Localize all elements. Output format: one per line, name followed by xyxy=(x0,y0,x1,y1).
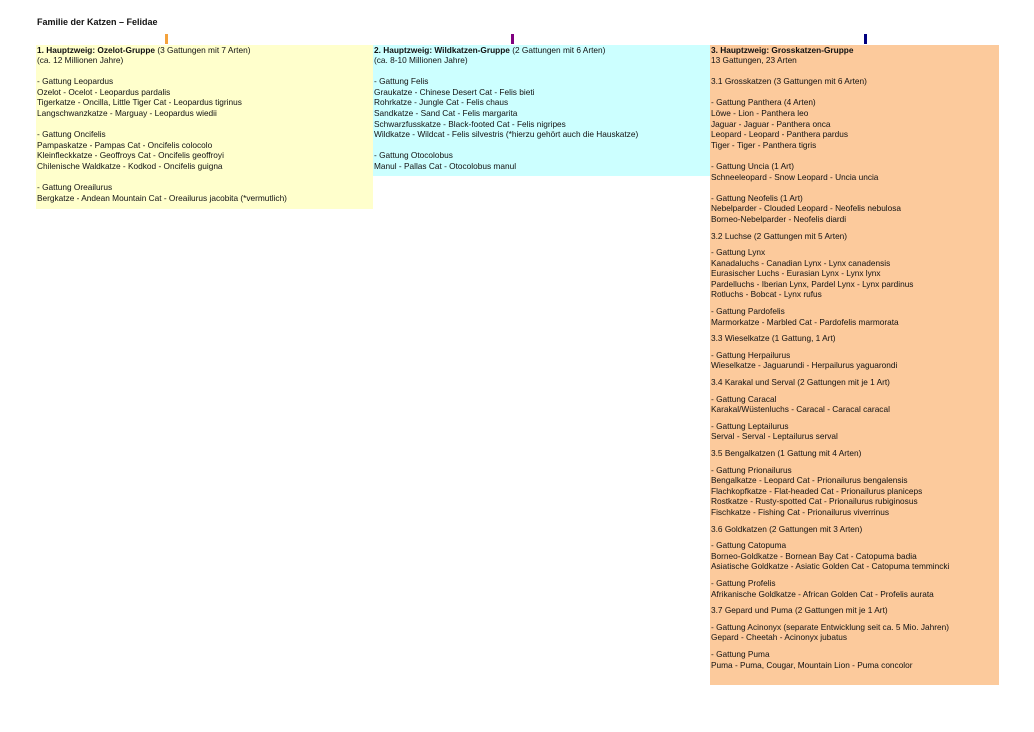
genus-lynx: - Gattung Lynx xyxy=(711,247,766,258)
species-line: Karakal/Wüstenluchs - Caracal - Caracal caracal xyxy=(711,404,890,415)
genus-prionailurus: - Gattung Prionailurus xyxy=(711,464,792,475)
genus-neofelis: - Gattung Neofelis (1 Art) xyxy=(711,192,803,203)
species-line: Borneo-Nebelparder - Neofelis diardi xyxy=(711,213,847,224)
species-line: Manul - Pallas Cat - Otocolobus manul xyxy=(374,160,517,171)
page-title: Familie der Katzen – Felidae xyxy=(37,17,158,27)
subgroup-heading: 3.7 Gepard und Puma (2 Gattungen mit je 1 Art) xyxy=(711,605,888,616)
branch-2-age: (ca. 8-10 Millionen Jahre) xyxy=(374,55,468,65)
genus-panthera: - Gattung Panthera (4 Arten) xyxy=(711,97,816,108)
species-line: Tigerkatze - Oncilla, Little Tiger Cat - Leopardus tigrinus xyxy=(37,97,242,108)
subgroup-heading: 3.2 Luchse (2 Gattungen mit 5 Arten) xyxy=(711,230,848,241)
branch-2-title xyxy=(374,45,710,55)
species-line: Bengalkatze - Leopard Cat - Prionailurus bengalensis xyxy=(711,475,908,486)
genus-uncia: - Gattung Uncia (1 Art) xyxy=(711,160,795,171)
genus-puma: - Gattung Puma xyxy=(711,648,770,659)
species-line: Kanadaluchs - Canadian Lynx - Lynx canadensis xyxy=(711,257,891,268)
species-line: Tiger - Tiger - Panthera tigris xyxy=(711,139,817,150)
species-line: Serval - Serval - Leptailurus serval xyxy=(711,431,838,442)
species-line: Wieselkatze - Jaguarundi - Herpailurus yaguarondi xyxy=(711,360,898,371)
species-line: Bergkatze - Andean Mountain Cat - Oreailurus jacobita (*vermutlich) xyxy=(37,192,287,203)
genus-acinonyx: - Gattung Acinonyx (separate Entwicklung seit ca. 5 Mio. Jahren) xyxy=(711,621,949,632)
species-line: Löwe - Lion - Panthera leo xyxy=(711,107,809,118)
genus-felis: - Gattung Felis xyxy=(374,76,429,87)
branch-1-marker xyxy=(165,34,168,44)
branch-2-title-bold: 2. Hauptzweig: Wildkatzen-Gruppe xyxy=(374,45,510,55)
species-line: Rostkatze - Rusty-spotted Cat - Prionailurus rubiginosus xyxy=(711,496,918,507)
species-line: Puma - Puma, Cougar, Mountain Lion - Puma concolor xyxy=(711,659,913,670)
branch-1-title-bold: 1. Hauptzweig: Ozelot-Gruppe xyxy=(37,45,156,55)
species-line: Gepard - Cheetah - Acinonyx jubatus xyxy=(711,632,848,643)
genus-leopardus: - Gattung Leopardus xyxy=(37,76,114,87)
branch-1-title xyxy=(37,45,373,55)
branch-1-title-count: (3 Gattungen mit 7 Arten) xyxy=(155,45,251,55)
branch-1-age: (ca. 12 Millionen Jahre) xyxy=(37,55,124,65)
species-line: Jaguar - Jaguar - Panthera onca xyxy=(711,118,831,129)
species-line: Eurasischer Luchs - Eurasian Lynx - Lynx lynx xyxy=(711,268,881,279)
species-line: Sandkatze - Sand Cat - Felis margarita xyxy=(374,107,518,118)
genus-leptailurus: - Gattung Leptailurus xyxy=(711,420,789,431)
subgroup-heading: 3.3 Wieselkatze (1 Gattung, 1 Art) xyxy=(711,333,836,344)
branch-1-ozelot-column xyxy=(36,45,373,209)
species-line: Ozelot - Ocelot - Leopardus pardalis xyxy=(37,86,171,97)
branch-3-grosskatzen-column xyxy=(710,45,999,685)
subgroup-heading: 3.6 Goldkatzen (2 Gattungen mit 3 Arten) xyxy=(711,523,863,534)
genus-herpailurus: - Gattung Herpailurus xyxy=(711,349,791,360)
species-line: Rotluchs - Bobcat - Lynx rufus xyxy=(711,289,822,300)
species-line: Wildkatze - Wildcat - Felis silvestris (*hierzu gehört auch die Hauskatze) xyxy=(374,129,639,140)
species-line: Asiatische Goldkatze - Asiatic Golden Cat - Catopuma temmincki xyxy=(711,561,950,572)
species-line: Schwarzfusskatze - Black-footed Cat - Felis nigripes xyxy=(374,118,566,129)
branch-2-title-count: (2 Gattungen mit 6 Arten) xyxy=(509,45,606,55)
genus-profelis: - Gattung Profelis xyxy=(711,577,776,588)
species-line: Borneo-Goldkatze - Bornean Bay Cat - Catopuma badia xyxy=(711,550,917,561)
subgroup-heading: 3.4 Karakal und Serval (2 Gattungen mit je 1 Art) xyxy=(711,377,890,388)
species-line: Fischkatze - Fishing Cat - Prionailurus viverrinus xyxy=(711,506,889,517)
species-line: Pampaskatze - Pampas Cat - Oncifelis colocolo xyxy=(37,139,213,150)
species-line: Afrikanische Goldkatze - African Golden Cat - Profelis aurata xyxy=(711,588,934,599)
branch-2-marker xyxy=(511,34,514,44)
genus-caracal: - Gattung Caracal xyxy=(711,393,777,404)
branch-3-count: 13 Gattungen, 23 Arten xyxy=(711,55,797,65)
species-line: Flachkopfkatze - Flat-headed Cat - Prionailurus planiceps xyxy=(711,485,923,496)
species-line: Chilenische Waldkatze - Kodkod - Oncifelis guigna xyxy=(37,160,223,171)
species-line: Schneeleopard - Snow Leopard - Uncia uncia xyxy=(711,171,879,182)
species-line: Marmorkatze - Marbled Cat - Pardofelis marmorata xyxy=(711,316,899,327)
genus-otocolobus: - Gattung Otocolobus xyxy=(374,150,453,161)
subgroup-heading: 3.5 Bengalkatzen (1 Gattung mit 4 Arten) xyxy=(711,448,862,458)
species-line: Pardelluchs - Iberian Lynx, Pardel Lynx - Lynx pardinus xyxy=(711,278,914,289)
species-line: Kleinfleckkatze - Geoffroys Cat - Oncifelis geoffroyi xyxy=(37,150,224,161)
species-line: Rohrkatze - Jungle Cat - Felis chaus xyxy=(374,97,509,108)
genus-pardofelis: - Gattung Pardofelis xyxy=(711,306,785,317)
species-line: Nebelparder - Clouded Leopard - Neofelis nebulosa xyxy=(711,203,902,214)
genus-oncifelis: - Gattung Oncifelis xyxy=(37,129,106,140)
genus-oreailurus: - Gattung Oreailurus xyxy=(37,182,113,193)
branch-3-title xyxy=(711,45,999,55)
branch-2-wildkatzen-column xyxy=(373,45,710,176)
species-line: Leopard - Leopard - Panthera pardus xyxy=(711,129,848,140)
genus-catopuma: - Gattung Catopuma xyxy=(711,540,787,551)
species-line: Langschwanzkatze - Marguay - Leopardus wiedii xyxy=(37,107,217,118)
branch-3-title-bold: 3. Hauptzweig: Grosskatzen-Gruppe xyxy=(711,45,854,55)
branch-3-marker xyxy=(864,34,867,44)
subgroup-heading: 3.1 Grosskatzen (3 Gattungen mit 6 Arten) xyxy=(711,76,867,87)
species-line: Graukatze - Chinese Desert Cat - Felis bieti xyxy=(374,86,535,97)
